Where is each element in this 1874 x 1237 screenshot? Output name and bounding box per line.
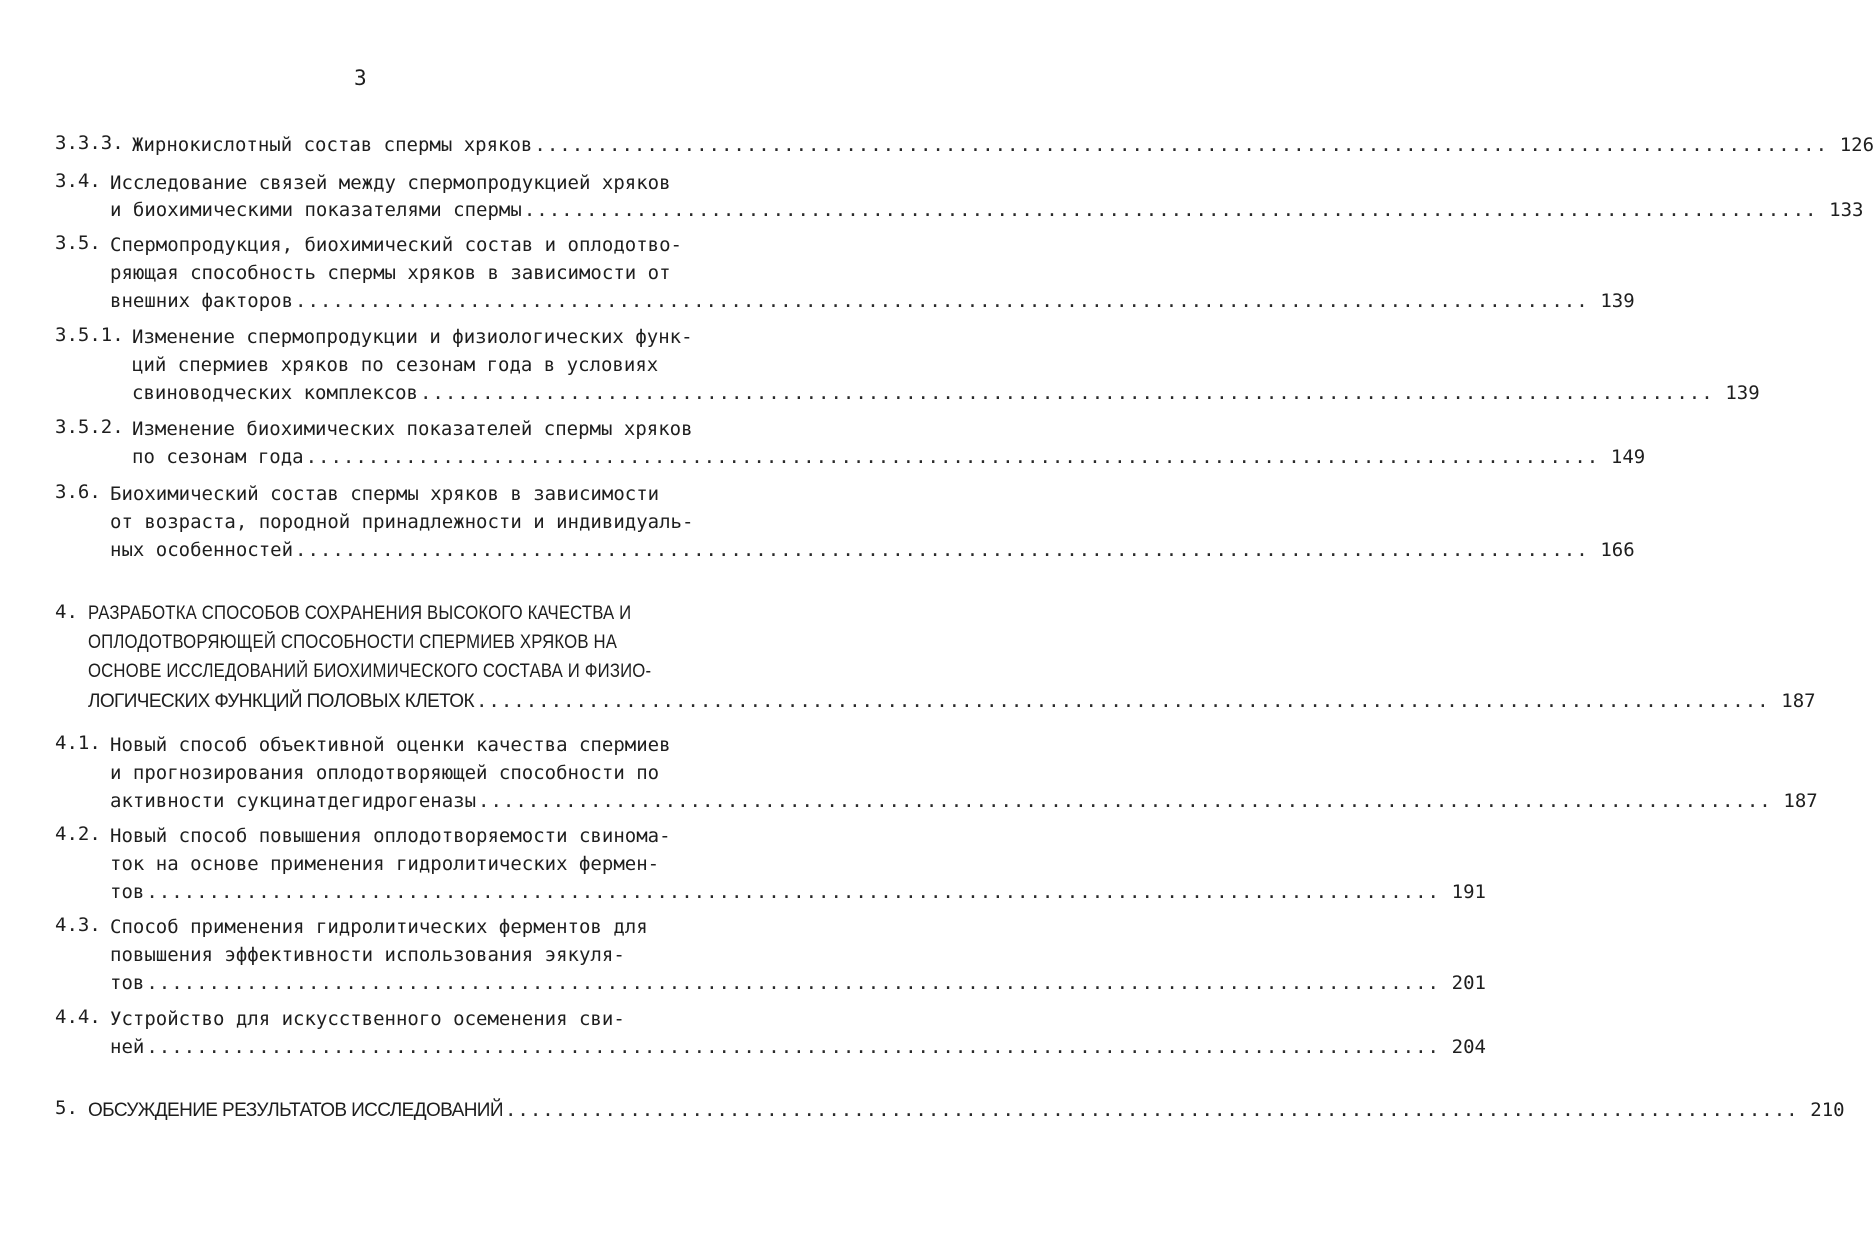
toc-line: ЛОГИЧЕСКИХ ФУНКЦИЙ ПОЛОВЫХ КЛЕТОК ........................................................................................................ 187	[88, 688, 742, 714]
toc-line: ОСНОВЕ ИССЛЕДОВАНИЙ БИОХИМИЧЕСКОГО СОСТАВА И ФИЗИО-	[88, 661, 652, 682]
toc-line: Жирнокислотный состав спермы хряков ........................................................................................................ 126	[132, 134, 1874, 156]
toc-text: внешних факторов	[110, 290, 294, 312]
toc-line: ОПЛОДОТВОРЯЮЩЕЙ СПОСОБНОСТИ СПЕРМИЕВ ХРЯКОВ НА	[88, 632, 618, 653]
toc-line: от возраста, породной принадлежности и индивидуаль-	[110, 511, 694, 533]
toc-page-number: 149	[1610, 446, 1646, 468]
section-number: 3.3.3.	[55, 132, 124, 154]
toc-page-number: 139	[1725, 382, 1760, 404]
toc-line: свиноводческих комплексов ........................................................................................................ 139	[132, 382, 1760, 404]
section-number: 4.2.	[55, 823, 101, 845]
toc-text: ОБСУЖДЕНИЕ РЕЗУЛЬТАТОВ ИССЛЕДОВАНИЙ	[88, 1100, 503, 1121]
toc-line: ток на основе применения гидролитических фермен-	[110, 853, 660, 875]
toc-page-number: 210	[1810, 1099, 1845, 1121]
toc-page-number: 133	[1829, 199, 1864, 221]
toc-page-number: 204	[1451, 1036, 1486, 1058]
toc-line: Спермопродукция, биохимический состав и оплодотво-	[110, 234, 682, 256]
toc-text: свиноводческих комплексов	[132, 382, 418, 404]
toc-line: РАЗРАБОТКА СПОСОБОВ СОХРАНЕНИЯ ВЫСОКОГО КАЧЕСТВА И	[88, 603, 632, 624]
toc-text: тов	[110, 881, 145, 903]
toc-line: Новый способ объективной оценки качества спермиев	[110, 734, 671, 756]
section-number: 3.5.	[55, 232, 101, 254]
section-number: 4.	[55, 601, 78, 623]
toc-line: Изменение биохимических показателей спермы хряков	[132, 418, 693, 440]
toc-line: тов ........................................................................................................ 191	[110, 881, 1486, 903]
toc-line: ОБСУЖДЕНИЕ РЕЗУЛЬТАТОВ ИССЛЕДОВАНИЙ ........................................................................................................ 210	[88, 1097, 742, 1123]
toc-page-number: 139	[1600, 290, 1635, 312]
section-number: 3.4.	[55, 170, 101, 192]
toc-line: по сезонам года ........................................................................................................ 149	[132, 446, 1646, 468]
toc-line: Исследование связей между спермопродукцией хряков	[110, 172, 671, 194]
toc-line: и биохимическими показателями спермы ........................................................................................................ 133	[110, 199, 1864, 221]
toc-line: ных особенностей ........................................................................................................ 166	[110, 539, 1635, 561]
section-number: 4.4.	[55, 1006, 101, 1028]
toc-text: ЛОГИЧЕСКИХ ФУНКЦИЙ ПОЛОВЫХ КЛЕТОК	[88, 691, 474, 712]
toc-text: Жирнокислотный состав спермы хряков	[132, 134, 533, 156]
toc-page-number: 187	[1781, 690, 1816, 712]
toc-line: тов ........................................................................................................ 201	[110, 972, 1486, 994]
section-number: 3.5.1.	[55, 324, 124, 346]
toc-line: Новый способ повышения оплодотворяемости свинома-	[110, 825, 671, 847]
toc-line: внешних факторов ........................................................................................................ 139	[110, 290, 1635, 312]
toc-line: ней ........................................................................................................ 204	[110, 1036, 1486, 1058]
section-number: 3.6.	[55, 481, 101, 503]
page-number: 3	[354, 66, 367, 90]
toc-page-number: 187	[1783, 790, 1818, 812]
toc-page-number: 166	[1600, 539, 1635, 561]
toc-page-number: 201	[1451, 972, 1486, 994]
section-number: 3.5.2.	[55, 416, 124, 438]
section-number: 4.1.	[55, 732, 101, 754]
toc-line: и прогнозирования оплодотворяющей способности по	[110, 762, 660, 784]
toc-line: ций спермиев хряков по сезонам года в условиях	[132, 354, 659, 376]
toc-text: и биохимическими показателями спермы	[110, 199, 522, 221]
toc-text: активности сукцинатдегидрогеназы	[110, 790, 477, 812]
toc-line: ряющая способность спермы хряков в зависимости от	[110, 262, 671, 284]
toc-page-number: 191	[1451, 881, 1486, 903]
toc-line: повышения эффективности использования эякуля-	[110, 944, 625, 966]
toc-text: по сезонам года	[132, 446, 304, 468]
toc-line: активности сукцинатдегидрогеназы ........................................................................................................ 187	[110, 790, 1818, 812]
section-number: 4.3.	[55, 914, 101, 936]
toc-line: Способ применения гидролитических ферментов для	[110, 916, 648, 938]
toc-line: Биохимический состав спермы хряков в зависимости	[110, 483, 660, 505]
toc-text: ней	[110, 1036, 145, 1058]
toc-text: ных особенностей	[110, 539, 294, 561]
section-number: 5.	[55, 1097, 78, 1119]
toc-line: Устройство для искусственного осеменения сви-	[110, 1008, 625, 1030]
toc-line: Изменение спермопродукции и физиологических функ-	[132, 326, 693, 348]
toc-page-number: 126	[1839, 134, 1874, 156]
toc-text: тов	[110, 972, 145, 994]
